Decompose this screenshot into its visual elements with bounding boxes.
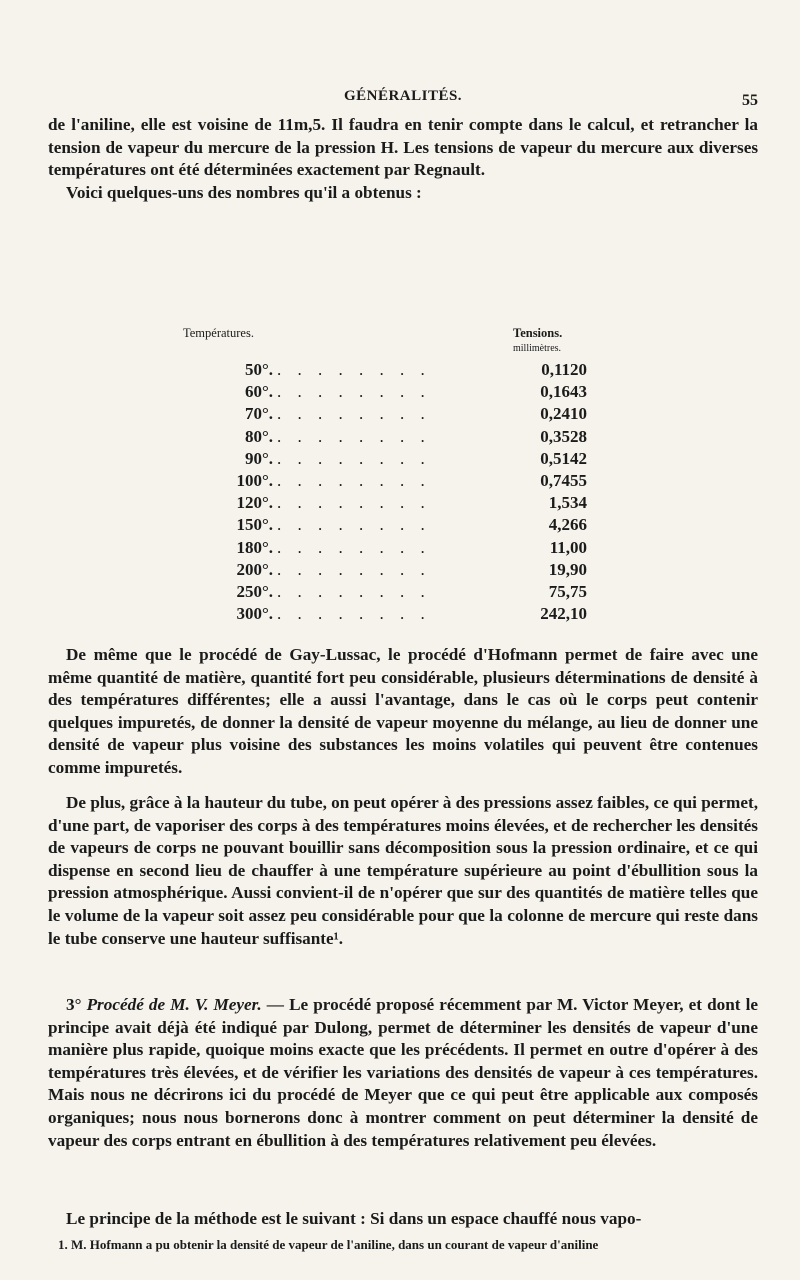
vapor-tension-table xyxy=(183,326,603,624)
temperature-cell: 250°. xyxy=(236,581,273,601)
tension-cell: 4,266 xyxy=(548,515,587,535)
table-row xyxy=(183,560,603,582)
tension-cell: 242,10 xyxy=(540,604,587,624)
running-head: GÉNÉRALITÉS. xyxy=(343,88,463,104)
paragraph-text: Le principe de la méthode est le suivant : Si dans un espace chauffé nous vapo- xyxy=(66,1209,642,1228)
table-row xyxy=(183,493,603,515)
table-row xyxy=(183,538,603,560)
temperature-cell: 60°. xyxy=(244,382,273,402)
table-header xyxy=(183,326,603,354)
text-line: du mercure aux diverses températures ont été déterminées exactement par xyxy=(48,137,759,180)
paragraph-gay-lussac xyxy=(48,644,758,780)
paragraph-text: De même que le procédé de Gay-Lussac, le procédé d'Hofmann permet de faire avec une même quantité de matière, quantité fort peu considérable, plusieurs déterminations de densité à des températures différentes; elle a aussi l'avantage, dans le cas où le corps peut contenir quelques impuretés, de donner la densité de vapeur moyenne du mélange, au lieu de donner une densité de vapeur plus voisine des substances les moins volatiles qui peuvent être contenues comme impuretés. xyxy=(48,645,758,777)
footnote-text: M. Hofmann a pu obtenir la densité de vapeur de l'aniline, dans un courant de vapeur d'aniline xyxy=(71,1237,599,1252)
paragraph-voici: Voici quelques-uns des nombres qu'il a obtenus : xyxy=(66,182,422,202)
tension-cell: 0,7455 xyxy=(540,470,587,490)
text-line: de l'aniline, elle est voisine de 11m,5. Il faudra en tenir compte dans le calcul, et xyxy=(48,115,654,134)
paragraph-meyer xyxy=(48,994,758,1152)
tension-cell: 11,00 xyxy=(549,537,587,557)
leader-dots: . . . . . . . . xyxy=(277,537,431,557)
temperature-cell: 150°. xyxy=(236,515,273,535)
footnote-number: 1. xyxy=(58,1237,68,1252)
table-row xyxy=(183,360,603,382)
table-row xyxy=(183,382,603,404)
paragraph-intro xyxy=(48,114,758,204)
leader-dots: . . . . . . . . xyxy=(277,448,431,468)
leader-dots: . . . . . . . . xyxy=(277,382,431,402)
leader-dots: . . . . . . . . xyxy=(277,360,431,379)
leader-dots: . . . . . . . . xyxy=(277,604,431,624)
section-body: — Le procédé proposé récemment par M. Victor Meyer, et dont le principe avait déjà été indiqué par Dulong, permet de déterminer les densités de vapeur d'une manière plus rapide, quoique moins exacte que les précédents. Il permet en outre d'opérer à des températures très élevées, et de vérifier les variations des densités de vapeur à ces températures. Mais nous ne décrirons ici du procédé de Meyer que ce qui peut être applicable aux composés organiques; nous nous bornerons donc à montrer comment on peut déterminer la densité de vapeur des corps entrant en ébullition à des températures relativement peu élevées. xyxy=(48,995,759,1150)
text-line: Regnault. xyxy=(413,160,486,180)
leader-dots: . . . . . . . . xyxy=(277,493,431,513)
table-row xyxy=(183,582,603,604)
temperature-cell: 50°. xyxy=(244,360,273,379)
tension-cell: 0,2410 xyxy=(540,404,587,424)
leader-dots: . . . . . . . . xyxy=(277,559,431,579)
page-header xyxy=(48,88,758,112)
leader-dots: . . . . . . . . xyxy=(277,404,431,424)
temperature-cell: 90°. xyxy=(244,448,273,468)
paragraph-text: De plus, grâce à la hauteur du tube, on peut opérer à des pressions assez faibles, ce qui permet, d'une part, de vaporiser des corps à des températures moins élevées, et de rechercher les densités de vapeurs de corps ne pouvant bouillir sans décomposition sous la pression ordinaire, et ce qui dispense en second lieu de chauffer à une température supérieure au point d'ébullition sous la pression atmosphérique. Aussi convient-il de n'opérer que sur des quantités de matière telles que le volume de la vapeur soit assez peu considérable pour que la colonne de mercure qui reste dans le tube conserve une hauteur suffisante¹. xyxy=(48,793,758,948)
header-tensions: Tensions. xyxy=(513,326,563,340)
section-number: 3° xyxy=(66,995,87,1014)
table-row xyxy=(183,449,603,471)
page xyxy=(48,80,758,1270)
table-row xyxy=(183,515,603,537)
table-row xyxy=(183,427,603,449)
tension-cell: 0,3528 xyxy=(540,426,587,446)
temperature-cell: 300°. xyxy=(236,604,273,624)
page-number: 55 xyxy=(742,92,758,109)
table-row xyxy=(183,471,603,493)
paragraph-de-plus xyxy=(48,792,758,950)
temperature-cell: 180°. xyxy=(236,537,273,557)
leader-dots: . . . . . . . . xyxy=(277,426,431,446)
header-unit: millimètres. xyxy=(513,343,562,354)
table-row xyxy=(183,404,603,426)
temperature-cell: 80°. xyxy=(244,426,273,446)
temperature-cell: 70°. xyxy=(244,404,273,424)
paragraph-principe xyxy=(48,1208,758,1231)
header-temperatures: Températures. xyxy=(183,326,254,340)
tension-cell: 0,1120 xyxy=(541,360,587,379)
tension-cell: 0,1643 xyxy=(540,382,587,402)
temperature-cell: 200°. xyxy=(236,559,273,579)
tension-cell: 1,534 xyxy=(548,493,587,513)
table-rows xyxy=(183,360,603,626)
leader-dots: . . . . . . . . xyxy=(277,581,431,601)
tension-cell: 19,90 xyxy=(548,559,587,579)
text-line: retrancher la tension de vapeur du mercure de la pression H. Les tensions de vapeur xyxy=(48,115,758,157)
tension-cell: 0,5142 xyxy=(540,448,587,468)
table-row xyxy=(183,604,603,626)
footnote xyxy=(48,1237,758,1253)
temperature-cell: 120°. xyxy=(236,493,273,513)
leader-dots: . . . . . . . . xyxy=(277,515,431,535)
section-title: Procédé de M. V. Meyer. xyxy=(86,995,262,1014)
leader-dots: . . . . . . . . xyxy=(277,470,431,490)
tension-cell: 75,75 xyxy=(548,581,587,601)
temperature-cell: 100°. xyxy=(236,470,273,490)
